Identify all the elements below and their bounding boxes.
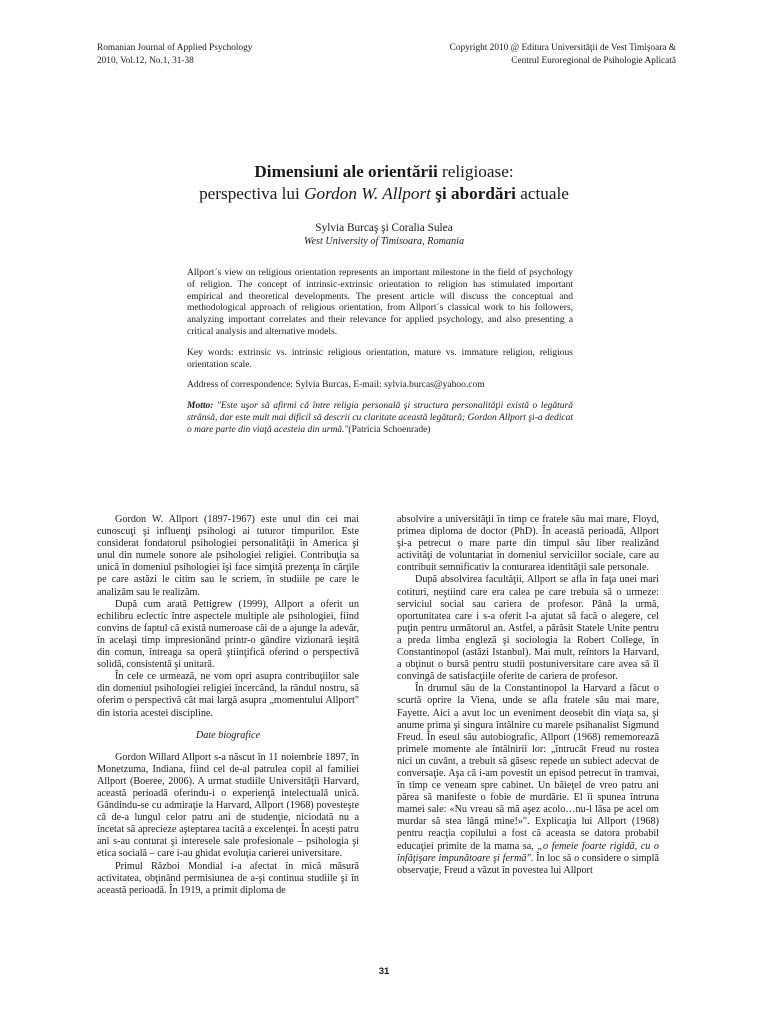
right-column — [397, 514, 659, 877]
paragraph: absolvire a universităţii în timp ce fratele său mai mare, Floyd, primea diploma de doctor (PhD). În această perioadă, Allport şi-a petrecut o mare parte din timpul său liber realizând activităţi de voluntariat în domeniul serviciilor sociale, care au contribuit semnificativ la conturarea identităţii sale personale. — [397, 514, 659, 574]
abstract-section — [187, 268, 573, 446]
paragraph: După cum arată Pettigrew (1999), Allport a oferit un echilibru eclectic între aspectele multiple ale psihologiei, fiind convins de faptul că există numeroase căi de a ajunge la adevăr, în acelaşi timp impresionând printr-o gândire vizionară ieşită din comun, întreaga sa operă ştiinţifică oferind o perspectivă solidă, consistentă şi unitară. — [97, 598, 359, 671]
correspondence-address: Address of correspondence: Sylvia Burcas, E-mail: sylvia.burcas@yahoo.com — [187, 380, 485, 391]
authors-block — [0, 221, 768, 249]
paragraph: Gordon W. Allport (1897-1967) este unul din cei mai cunoscuţi şi influenţi psihologi ai tuturor timpurilor. Este considerat fondatorul psihologiei personalităţii în America şi unul din numele sonore ale psihologiei religiei. Contribuţia sa unică în domeniul psihologiei îşi face simţită prezenţa în cărţile pe care astăzi le citim sau le scriem, în studiile pe care le analizăm sau le realizăm. — [97, 514, 359, 598]
copyright-header — [450, 42, 676, 67]
article-title: Dimensiuni ale orientării religioase: perspectiva lui Gordon W. Allport şi abordări actuale — [199, 162, 569, 203]
journal-name: Romanian Journal of Applied Psychology — [97, 43, 253, 53]
journal-issue: 2010, Vol.12, No.1, 31-38 — [97, 55, 194, 66]
page-number: 31 — [378, 966, 390, 977]
paragraph: În drumul său de la Constantinopol la Harvard a făcut o scurtă oprire la Viena, unde se afla fratele său mai mare, Fayette. Aici a avut loc un eveniment deosebit din viaţa sa, şi anume prima şi singura întâlnire cu marele psihanalist Sigmund Freud. În eseul său autobiografic, Allport (1968) rememorează primele momente ale întâlnirii lor: „întrucât Freud nu rostea nici un cuvânt, a trebuit să găsesc repede un subiect adecvat de conversaţie. Aşa că i-am povestit un episod petrecut în tramvai, în timp ce veneam spre cabinet. Un băieţel de vreo patru ani părea să manifeste o fobie de murdărie. El îi spunea întruna mamei sale: «Nu vreau să mă aşez acolo…nu-l lăsa pe acel om murdar să stea lângă mine!»". Explicaţia lui Allport (1968) pentru reacţia copilului a fost că aceasta se datora probabil educaţiei primite de la mama sa, „o femeie foarte rigidă, cu o înfăţişare impunătoare şi fermă". În loc să o considere o simplă observaţie, Freud a văzut în povestea lui Allport — [397, 683, 659, 876]
motto: Motto: "Este uşor să afirmi că între religia personală şi structura personalităţii există o legătură strânsă, dar este mult mai dificil să descrii cu claritate această legătură; Gordon Allport şi-a dedicat o mare parte din viaţă acesteia din urmă."(Patricia Schoenrade) — [187, 401, 573, 435]
paragraph: În cele ce urmează, ne vom opri asupra contribuţiilor sale din domeniul psihologiei religiei încercând, la rândul nostru, să oferim o perspectivă cât mai largă asupra „momentului Allport" din istoria acestei discipline. — [97, 671, 359, 719]
publisher-line: Centrul Euroregional de Psihologie Aplicată — [511, 55, 676, 66]
copyright-line: Copyright 2010 @ Editura Universităţii de Vest Timişoara & — [449, 43, 676, 53]
keywords: Key words: extrinsic vs. intrinsic religious orientation, mature vs. immature religion, religious orientation scale. — [187, 347, 573, 370]
paragraph: Primul Război Mondial i-a afectat în mică măsură activitatea, obţinând permisiunea de a-şi continua studiile şi în această perioadă. În 1919, a primit diploma de — [97, 860, 359, 896]
author-affiliation: West University of Timisoara, Romania — [303, 236, 465, 247]
paragraph: Gordon Willard Allport s-a născut în 11 noiembrie 1897, în Monetzuma, Indiana, fiind cel de-al patrulea copil al familiei Allport (Boeree, 2006). A urmat studiile Universităţii Harvard, această perioadă oferindu-i o experienţă intelectuală unică. Gândindu-se cu admiraţie la Harvard, Allport (1968) povesteşte că de-a lungul celor patru ani de studenţie, niciodată nu a încetat să aprecieze aşteptarea tacită a excelenţei. În acești patru ani s-au conturat şi interesele sale profesionale – psihologia şi etica socială – care i-au ghidat evoluţia carierei universitare. — [97, 751, 359, 860]
section-heading: Date biografice — [195, 729, 261, 741]
abstract-text: Allport´s view on religious orientation represents an important milestone in the field of psychology of religion. The concept of intrinsic-extrinsic orientation to religion has stimulated important empirical and theoretical developments. The present article will discuss the conceptual and methodological approach of religious orientation, from Allport´s classical work to his followers, analyzing important correlates and their relevance for applied psychology, and also presenting a critical analysis and alternative models. — [187, 268, 573, 337]
author-names: Sylvia Burcaş şi Coralia Sulea — [315, 222, 453, 234]
left-column — [97, 514, 359, 897]
paragraph: După absolvirea facultăţii, Allport se afla în faţa unei mari cotituri, neştiind care era calea pe care trebuia să o urmeze: serviciul social sau cariera de profesor. Până la urmă, oportunitatea care i s-a oferit l-a ajutat să facă o alegere, cel puţin pentru următorul an. Astfel, a părăsit Statele Unite pentru a preda limba engleză şi sociologia la Robert College, în Constantinopol (astăzi Istanbul). Mai mult, reîntors la Harvard, a obţinut o bursă pentru studii postuniversitare care avea să îl convingă de satisfacţiile oferite de cariera de profesor. — [397, 574, 659, 683]
journal-header — [97, 42, 252, 67]
